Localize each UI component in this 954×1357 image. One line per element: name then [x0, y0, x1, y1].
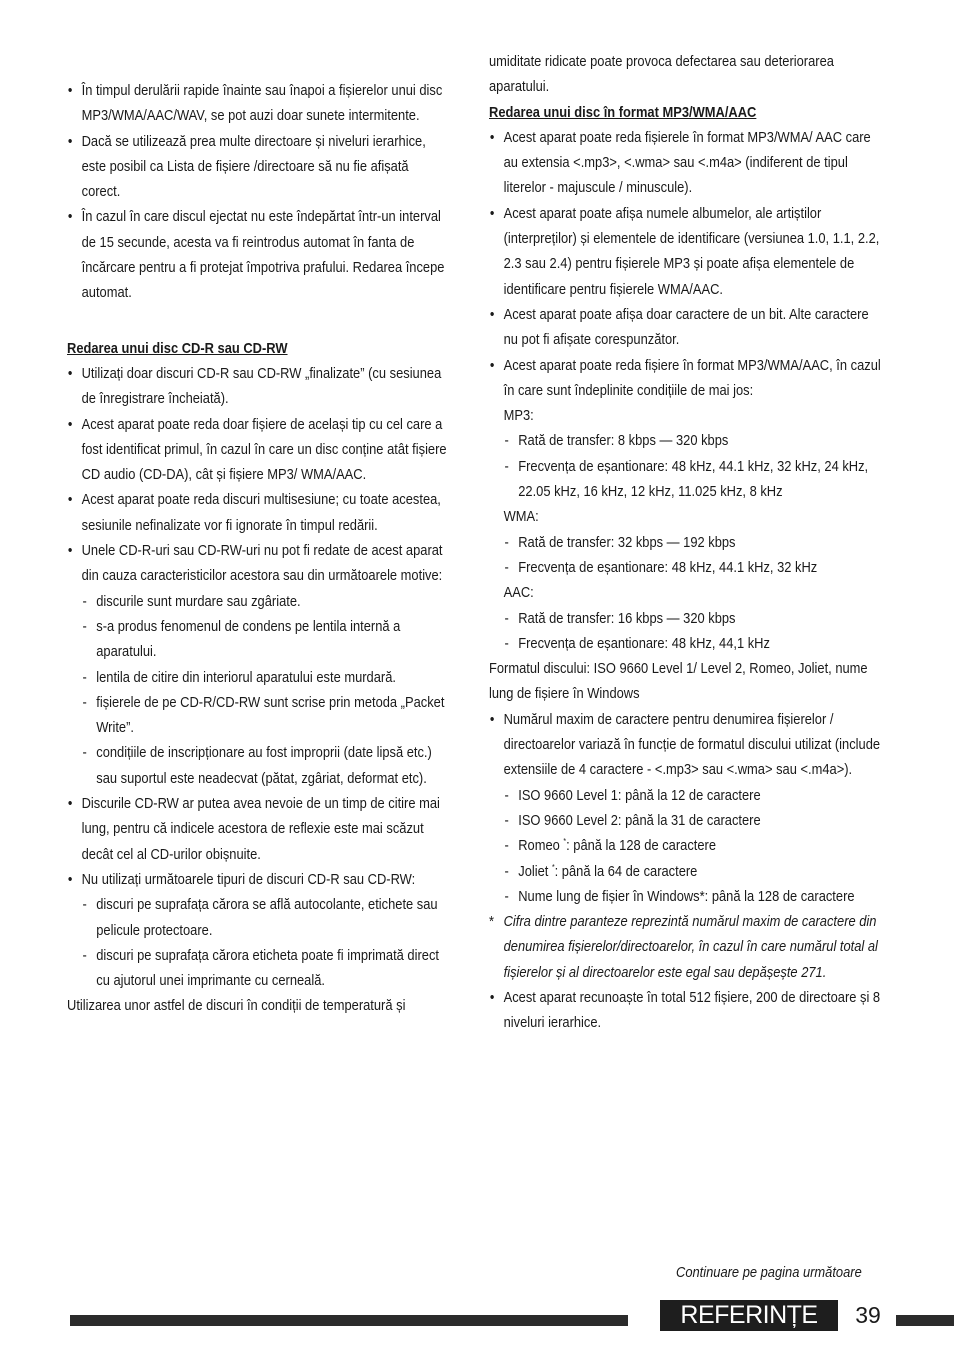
section-heading-mp3: Redarea unui disc în format MP3/WMA/AAC — [489, 103, 757, 121]
format-label: WMA: — [503, 508, 539, 526]
footnote: * Cifra dintre paranteze reprezintă numărul maxim de caractere din denumirea fișierelor/directoarelor, în cazul în care numărul total al fișierelor și al directoarelor este egal sau depășește 271. — [489, 909, 881, 985]
paragraph: umiditate ridicate poate provoca defectarea sau deteriorarea aparatului. — [489, 53, 834, 96]
dash-item-romeo — [489, 833, 881, 858]
dash-item: - condițiile de inscripționare au fost improprii (date lipsă etc.) sau suportul este neadecvat (pătat, zgâriat, deformat etc). — [67, 740, 449, 791]
dash-item: - Nume lung de fișier în Windows*: până la 128 de caractere — [489, 884, 881, 909]
list-item: • În cazul în care discul ejectat nu este îndepărtat într-un interval de 15 secunde, acesta va fi reintrodus automat în fanta de încărcare pentru a fi protejat împotriva prafului. Redarea începe automat. — [67, 204, 449, 305]
list-item: • Acest aparat poate reda fișiere în format MP3/WMA/AAC, în cazul în care sunt îndeplinite condițiile de mai jos: — [489, 353, 881, 404]
list-item: • Acest aparat poate afișa numele albumelor, ale artiștilor (interpreților) și elementele de identificare (versiunea 1.0, 1.1, 2.2, 2.3 sau 2.4) pentru fișierele MP3 și poate afișa elementele de identificare pentru fișierele WMA/AAC. — [489, 201, 881, 302]
list-item: • Unele CD-R-uri sau CD-RW-uri nu pot fi redate de acest aparat din cauza caracteristicilor acestora sau din următoarele motive: — [67, 538, 449, 589]
footer-bar-left — [70, 1315, 628, 1326]
paragraph: Utilizarea unor astfel de discuri în condiții de temperatură și — [67, 997, 406, 1015]
dash-item: - discuri pe suprafața cărora se află autocolante, etichete sau pelicule protectoare. — [67, 892, 449, 943]
list-item: • Dacă se utilizează prea multe directoare și niveluri ierarhice, este posibil ca Lista de fișiere /directoare să nu fie afișată corect. — [67, 129, 449, 205]
romeo-limit: : până la 128 de caractere — [566, 837, 716, 855]
dash-item: - discuri pe suprafața cărora eticheta poate fi imprimată direct cu ajutorul unei imprimante cu cerneală. — [67, 943, 449, 994]
paragraph: Formatul discului: ISO 9660 Level 1/ Level 2, Romeo, Joliet, nume lung de fișiere în Windows — [489, 660, 868, 703]
dash-item: - Rată de transfer: 8 kbps — 320 kbps — [489, 428, 881, 453]
dash-item: - lentila de citire din interiorul aparatului este murdară. — [67, 665, 449, 690]
list-item: • Discurile CD-RW ar putea avea nevoie de un timp de citire mai lung, pentru că indicele acestora de reflexie este mai scăzut decât cel al CD-urilor obișnuite. — [67, 791, 449, 867]
dash-item: - fișierele de pe CD-R/CD-RW sunt scrise prin metoda „Packet Write”. — [67, 690, 449, 741]
format-label: AAC: — [503, 584, 534, 602]
right-column — [489, 49, 881, 1036]
dash-item: - ISO 9660 Level 2: până la 31 de caractere — [489, 808, 881, 833]
left-column — [67, 78, 449, 1019]
dash-item-joliet — [489, 859, 881, 884]
dash-item: - Frecvența de eșantionare: 48 kHz, 44.1 kHz, 32 kHz — [489, 555, 881, 580]
format-label: MP3: — [503, 407, 534, 425]
list-item: • Nu utilizați următoarele tipuri de discuri CD-R sau CD-RW: — [67, 867, 449, 892]
footnote-mark: * — [563, 837, 567, 847]
dash-item: - discurile sunt murdare sau zgâriate. — [67, 589, 449, 614]
joliet-label: Joliet — [518, 862, 552, 880]
page-number: 39 — [855, 1302, 881, 1328]
footnote-mark: * — [551, 862, 555, 872]
dash-item: - Frecvența de eșantionare: 48 kHz, 44.1 kHz, 32 kHz, 24 kHz, 22.05 kHz, 16 kHz, 12 kHz, 11.025 kHz, 8 kHz — [489, 454, 881, 505]
section-heading-cdr: Redarea unui disc CD-R sau CD-RW — [67, 339, 288, 357]
dash-item: - s-a produs fenomenul de condens pe lentila internă a aparatului. — [67, 614, 449, 665]
dash-item: - Frecvența de eșantionare: 48 kHz, 44,1 kHz — [489, 631, 881, 656]
romeo-label: Romeo — [518, 837, 564, 855]
list-item: • Acest aparat poate reda doar fișiere de același tip cu cel care a fost identificat primul, în cazul în care un disc conține atât fișiere CD audio (CD-DA), cât și fișiere MP3/ WMA/AAC. — [67, 412, 449, 488]
joliet-limit: : până la 64 de caractere — [554, 862, 698, 880]
dash-item: - ISO 9660 Level 1: până la 12 de caractere — [489, 783, 881, 808]
list-item: • Acest aparat poate reda discuri multisesiune; cu toate acestea, sesiunile nefinalizate vor fi ignorate în timpul redării. — [67, 487, 449, 538]
list-item: • Utilizați doar discuri CD-R sau CD-RW „finalizate” (cu sesiunea de înregistrare încheiată). — [67, 361, 449, 412]
footer-bar-right — [896, 1315, 954, 1326]
list-item: • Numărul maxim de caractere pentru denumirea fișierelor / directoarelor variază în funcție de formatul discului utilizat (include extensiile de 4 caractere - <.mp3> sau <.wma> sau <.m4a>). — [489, 707, 881, 783]
section-title: REFERINȚE — [680, 1301, 818, 1329]
dash-item: - Rată de transfer: 16 kbps — 320 kbps — [489, 606, 881, 631]
list-item: • În timpul derulării rapide înainte sau înapoi a fișierelor unui disc MP3/WMA/AAC/WAV, se pot auzi doar sunete intermitente. — [67, 78, 449, 129]
list-item: • Acest aparat recunoaște în total 512 fișiere, 200 de directoare și 8 niveluri ierarhice. — [489, 985, 881, 1036]
dash-item: - Rată de transfer: 32 kbps — 192 kbps — [489, 530, 881, 555]
continued-note: Continuare pe pagina următoare — [676, 1264, 862, 1281]
list-item: • Acest aparat poate reda fișierele în format MP3/WMA/ AAC care au extensia <.mp3>, <.wma> sau <.m4a> (indiferent de tipul literelor - majuscule / minuscule). — [489, 125, 881, 201]
list-item: • Acest aparat poate afișa doar caractere de un bit. Alte caractere nu pot fi afișate corespunzător. — [489, 302, 881, 353]
